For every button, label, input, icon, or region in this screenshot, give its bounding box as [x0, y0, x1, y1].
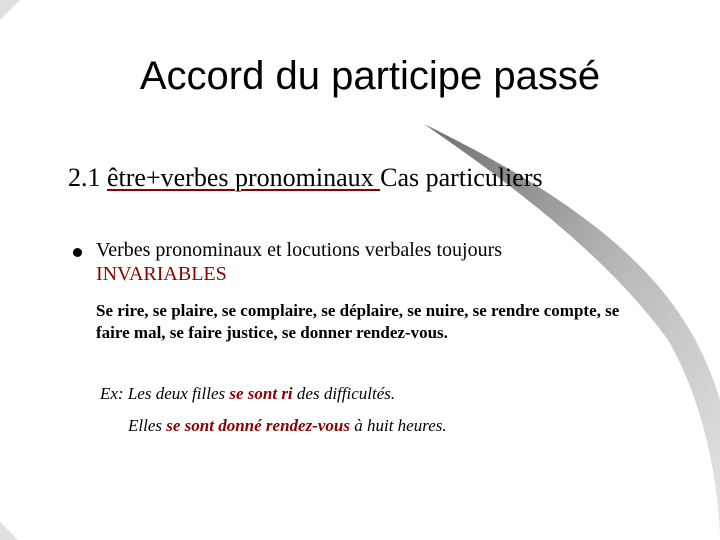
example-1-prefix: Ex: Les deux filles	[100, 384, 230, 403]
section-detail: Cas particuliers	[380, 163, 543, 192]
bullet-emphasis: INVARIABLES	[96, 263, 227, 285]
verbs-list: Se rire, se plaire, se complaire, se déplaire, se nuire, se rendre compte, se faire mal, se faire justice, se donner rendez-vous.	[96, 301, 620, 342]
example-1	[100, 383, 395, 405]
example-2-suffix: à huit heures.	[349, 416, 447, 435]
section-topic: être+verbes pronominaux	[107, 163, 381, 192]
slide-title: Accord du participe passé	[139, 54, 601, 98]
bullet-point	[96, 238, 636, 286]
example-1-suffix: des difficultés.	[292, 384, 396, 403]
example-2-highlight: se sont donné rendez-vous	[166, 416, 350, 435]
bullet-text: Verbes pronominaux et locutions verbales toujours	[96, 239, 503, 261]
example-2-prefix: Elles	[128, 416, 167, 435]
bullet-icon	[73, 248, 82, 257]
section-heading	[68, 162, 543, 194]
section-number: 2.1	[68, 163, 107, 192]
example-1-highlight: se sont ri	[229, 384, 293, 403]
example-2	[128, 415, 447, 437]
